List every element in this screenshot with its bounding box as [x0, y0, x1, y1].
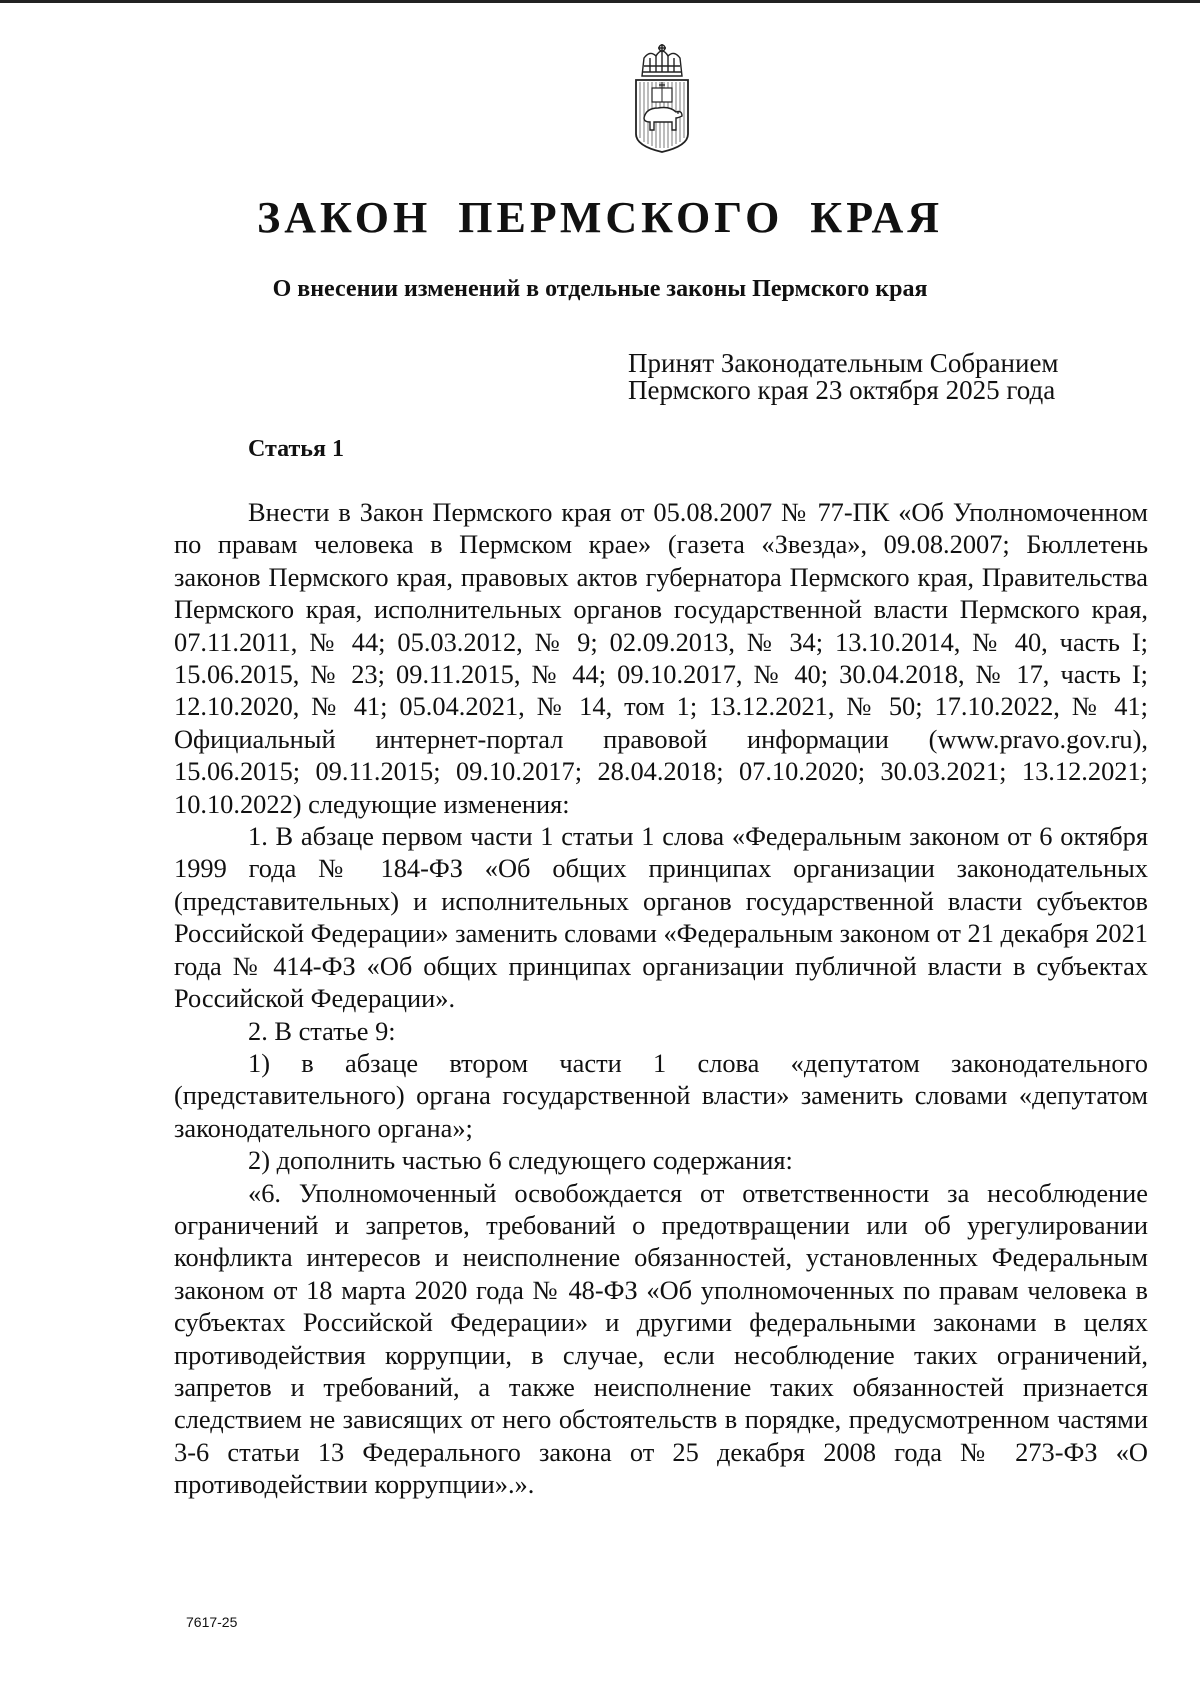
- adoption-note-line: Принят Законодательным Собранием: [628, 348, 1059, 378]
- body-paragraph: 1) в абзаце втором части 1 слова «депутатом законодательного (представительного) органа государственной власти» заменить словами «депутатом законодательного органа»;: [174, 1047, 1148, 1143]
- article-heading: Статья 1: [248, 436, 344, 462]
- document-subtitle: О внесении изменений в отдельные законы Пермского края: [272, 276, 928, 302]
- coat-of-arms-icon: [630, 42, 694, 154]
- body-paragraph: Внести в Закон Пермского края от 05.08.2007 № 77-ПК «Об Уполномоченном по правам человека в Пермском крае» (газета «Звезда», 09.08.2007; Бюллетень законов Пермского края, правовых актов губернатора Пермского края, Правительства Пермского края, исполнительных органов государственной власти Пермского края, 07.11.2011, № 44; 05.03.2012, № 9; 02.09.2013, № 34; 13.10.2014, № 40, часть I; 15.06.2015, № 23; 09.11.2015, № 44; 09.10.2017, № 40; 30.04.2018, № 17, часть I; 12.10.2020, № 41; 05.04.2021, № 14, том 1; 13.12.2021, № 50; 17.10.2022, № 41; Официальный интернет-портал правовой информации (www.pravo.gov.ru), 15.06.2015; 09.11.2015; 09.10.2017; 28.04.2018; 07.10.2020; 30.03.2021; 13.12.2021; 10.10.2022) следующие изменения:: [174, 497, 1148, 819]
- document-code: 7617-25: [186, 1614, 238, 1630]
- top-border-line: [0, 0, 1200, 3]
- adoption-note-line: Пермского края 23 октября 2025 года: [628, 375, 1056, 405]
- body-paragraph: 2. В статье 9:: [248, 1015, 396, 1046]
- adoption-note: [628, 350, 1088, 404]
- document-title: ЗАКОН ПЕРМСКОГО КРАЯ: [256, 193, 944, 242]
- article-body: [174, 496, 1148, 1501]
- body-paragraph: «6. Уполномоченный освобождается от ответственности за несоблюдение ограничений и запретов, требований о предотвращении или об урегулировании конфликта интересов и неисполнение обязанностей, установленных Федеральным законом от 18 марта 2020 года № 48-ФЗ «Об уполномоченных по правам человека в субъектах Российской Федерации» и другими федеральными законами в целях противодействия коррупции, в случае, если несоблюдение таких ограничений, запретов и требований, а также неисполнение таких обязанностей признается следствием не зависящих от него обстоятельств в порядке, предусмотренном частями 3-6 статьи 13 Федерального закона от 25 декабря 2008 года № 273-ФЗ «О противодействии коррупции».».: [174, 1177, 1148, 1500]
- body-paragraph: 2) дополнить частью 6 следующего содержания:: [248, 1145, 793, 1176]
- body-paragraph: 1. В абзаце первом части 1 статьи 1 слова «Федеральным законом от 6 октября 1999 года № 184-ФЗ «Об общих принципах организации законодательных (представительных) и исполнительных органов государственной власти субъектов Российской Федерации» заменить словами «Федеральным законом от 21 декабря 2021 года № 414-ФЗ «Об общих принципах организации публичной власти в субъектах Российской Федерации».: [174, 821, 1148, 1014]
